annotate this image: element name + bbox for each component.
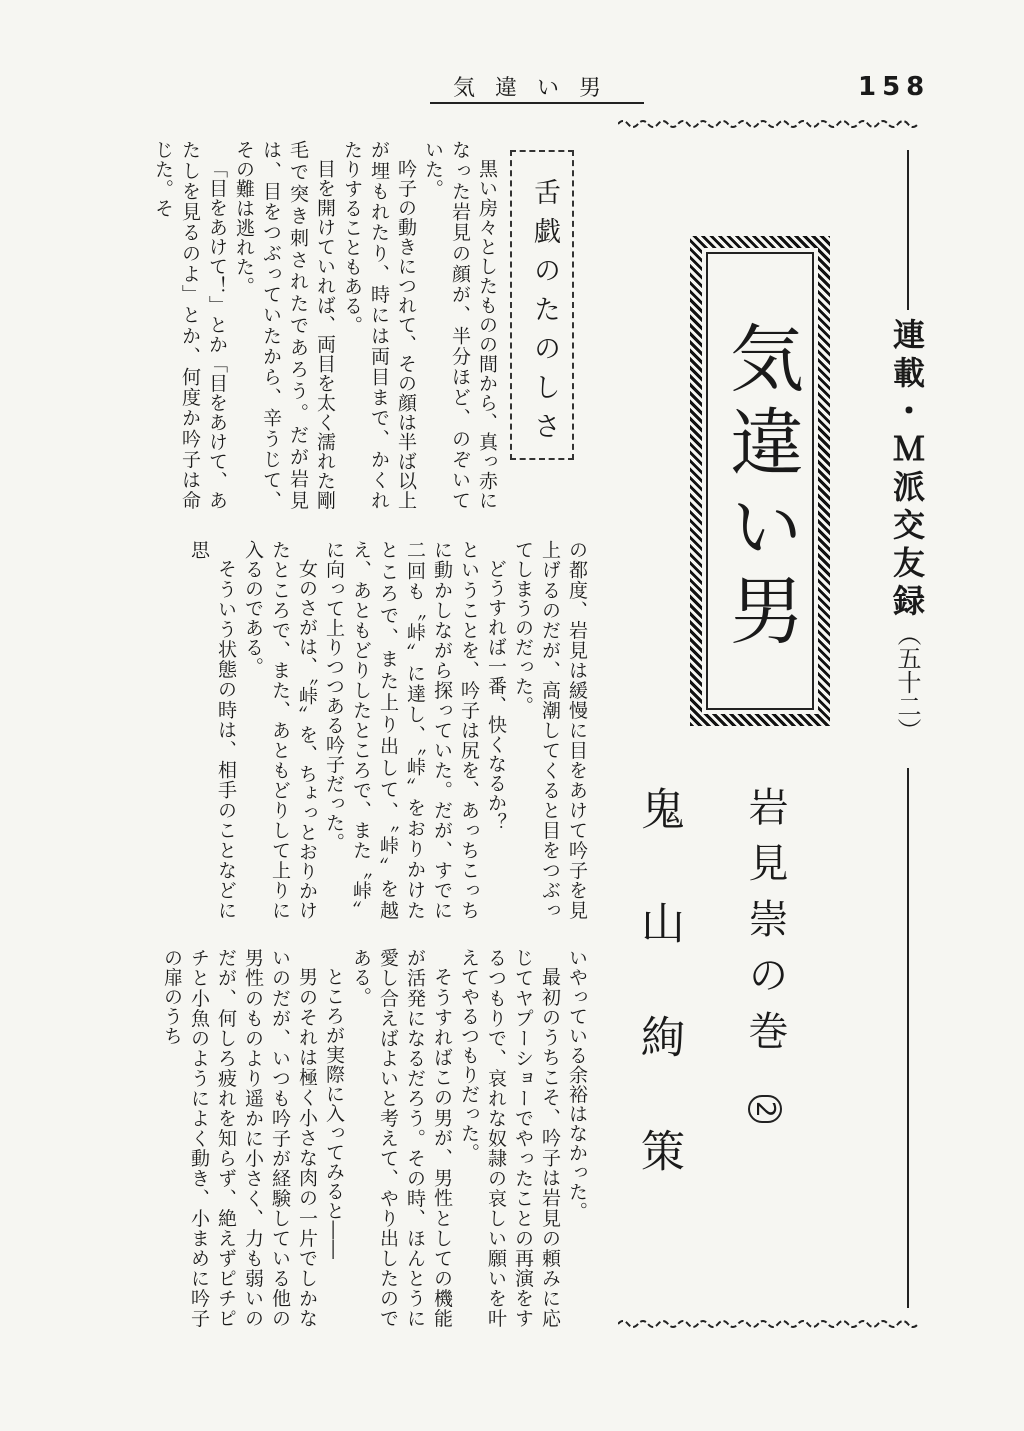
article-title: 気違い男 [718,320,804,656]
paragraph: そういう状態の時は、相手のことなどに思 [188,540,237,920]
volume-text: 岩見崇の巻 [742,786,788,1066]
serial-number: （五十二） [893,622,921,742]
paragraph: 女のさがは、〝峠〟を、ちょっとおりかけたところで、また、あともどりして上りに入るのである。 [242,540,318,920]
wavy-rule-bottom [618,1318,918,1330]
wavy-rule-top [618,118,918,130]
paragraph: そうすればこの男が、男性としての機能が活発になるだろう。その時、ほんとうに愛し合えばよいと考えて、やり出したのである。 [350,948,453,1328]
paragraph: ということを、吟子は尻を、あっちこっちに動かしながら探っていた。だが、すでに二回も〝峠〟に達し、〝峠〟をおりかけたところで、また上り出して、〝峠〟を越え、あともどりしたところで、また〝峠〟に向って上りつつある吟子だった。 [323,540,480,920]
paragraph: 男のそれは極く小さな肉の一片でしかないのだが、いつも吟子が経験している他の男性のものより遥かに小さく、力も弱いのだが、何しろ疲れを知らず、絶えずピチピチと小魚のようによく動き、小まめに吟子の扉のうち [161,948,318,1328]
running-title: 気違い男 [430,76,644,104]
author-name: 鬼山絢策 [633,786,684,1242]
volume-heading [744,786,794,1126]
vertical-rule-upper [907,150,909,310]
paragraph: 目を開けていれば、両目を太く濡れた剛毛で突き刺されたであろう。だが岩見は、目をつぶっていたから、辛うじて、その難は逃れた。 [233,140,336,510]
text-block-middle [150,540,590,920]
paragraph: 吟子の動きにつれて、その顔は半ば以上が埋もれたり、時には両目まで、かくれたりすることもある。 [341,140,417,510]
subheading: 舌戯のたのしさ [529,178,560,451]
text-block-bottom [150,948,590,1328]
volume-part: 2 [748,1095,782,1124]
paragraph: いやっている余裕はなかった。 [566,948,588,1221]
paragraph: の都度、岩見は緩慢に目をあけて吟子を見上げるのだが、高潮してくると目をつぶってしまうのだった。 [512,540,588,920]
paragraph: どうすれば一番、快くなるか？ [485,559,507,832]
paragraph: ところが実際に入ってみると―― [323,967,345,1260]
paragraph: 「目をあけて！」とか「目をあけて、あたしを見るのよ」とか、何度か吟子は命じた。そ [152,140,228,510]
paragraph: 最初のうちこそ、吟子は岩見の頼みに応じてヤプーショーでやったことの再演をするつもりで、哀れな奴隷の哀しい願いを叶えてやるつもりだった。 [458,948,561,1328]
page-number: 158 [858,72,931,102]
serial-heading [890,318,930,758]
vertical-rule-lower [907,768,909,1308]
serial-label: 連載・Ｍ派交友録 [888,318,926,622]
paragraph: 黒い房々としたものの間から、真っ赤になった岩見の顔が、半分ほど、のぞいていた。 [422,140,498,510]
text-block-top [150,140,500,510]
